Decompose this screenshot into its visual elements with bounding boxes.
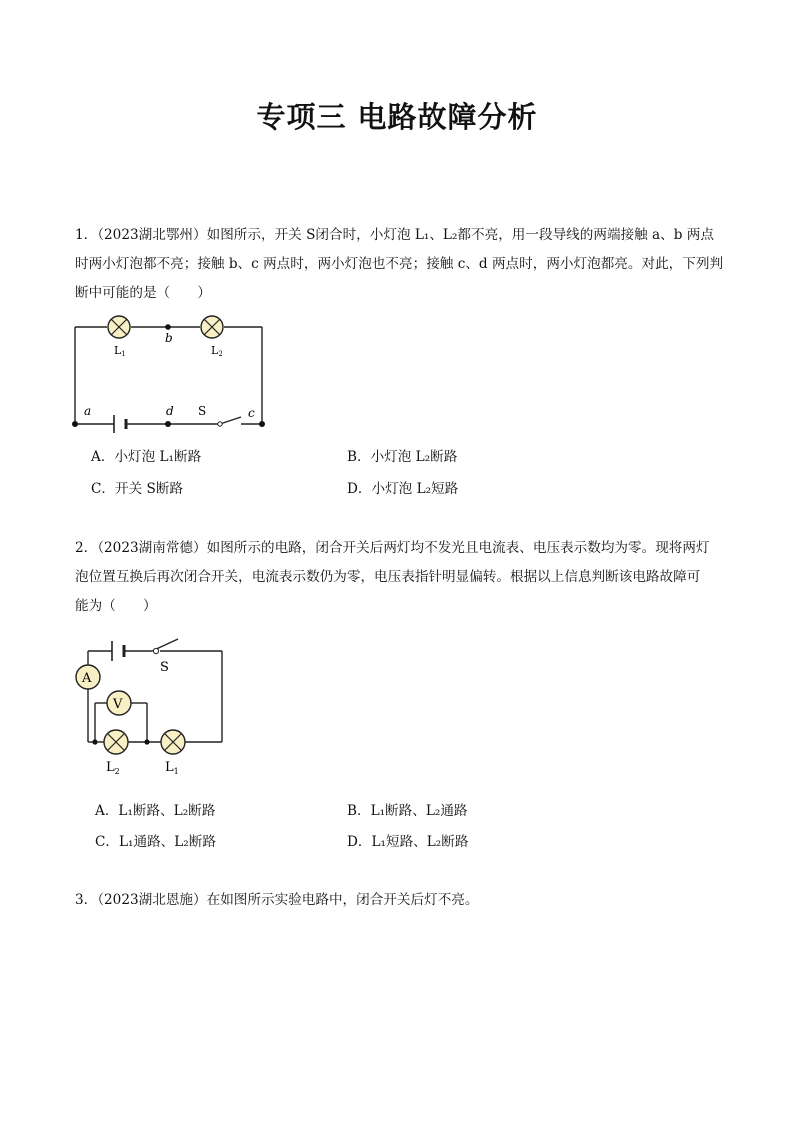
q2-junction-left	[92, 739, 97, 744]
q2-line-3: 能为（ ）	[75, 598, 157, 614]
q2-lamp-l1	[161, 730, 185, 754]
question-3-text	[75, 886, 725, 915]
q2-label-s: S	[160, 660, 169, 675]
q2-voltmeter	[107, 691, 131, 715]
q1-node-d-dot	[165, 421, 171, 427]
q2-line-1: 2．（2023湖南常德）如图所示的电路，闭合开关后两灯均不发光且电流表、电压表示数均为零。现将两灯	[75, 540, 710, 556]
q1-label-l2: L2	[211, 344, 223, 358]
q3-line-1: 3．（2023湖北恩施）在如图所示实验电路中，闭合开关后灯不亮。	[75, 892, 479, 908]
q2-option-a[interactable]: A．L₁断路、L₂断路	[95, 803, 216, 819]
q2-option-d[interactable]: D．L₁短路、L₂断路	[347, 834, 469, 850]
q1-node-b-dot	[165, 324, 171, 330]
q1-option-a[interactable]: A．小灯泡 L₁断路	[91, 449, 202, 465]
q1-label-c: c	[248, 406, 255, 420]
q1-option-b[interactable]: B．小灯泡 L₂断路	[347, 449, 458, 465]
q1-line-3: 断中可能的是（ ）	[75, 285, 211, 301]
q2-lamp-l2	[104, 730, 128, 754]
q2-voltmeter-label: V	[113, 697, 123, 712]
q1-line-2: 时两小灯泡都不亮；接触 b、c 两点时，两小灯泡也不亮；接触 c、d 两点时，两小灯泡都亮。对此，下列判	[75, 256, 724, 272]
q1-line-1: 1．（2023湖北鄂州）如图所示，开关 S闭合时，小灯泡 L₁、L₂都不亮，用一段导线的两端接触 a、b 两点	[75, 227, 714, 243]
q1-label-b: b	[165, 331, 173, 345]
q1-option-d[interactable]: D．小灯泡 L₂短路	[347, 481, 459, 497]
q1-node-c-dot	[259, 421, 265, 427]
q1-circuit-diagram	[70, 318, 270, 428]
q2-ammeter	[76, 665, 100, 689]
q2-switch-contact	[153, 648, 158, 653]
q2-line-2: 泡位置互换后再次闭合开关，电流表示数仍为零，电压表指针明显偏转。根据以上信息判断该电路故障可	[75, 569, 701, 585]
q2-option-c[interactable]: C．L₁通路、L₂断路	[95, 834, 216, 850]
q1-label-s: S	[198, 404, 207, 418]
q1-lamp-l1	[108, 316, 130, 338]
q2-circuit-diagram	[72, 633, 232, 783]
q2-ammeter-label: A	[82, 671, 92, 686]
q1-option-c[interactable]: C．开关 S断路	[91, 481, 184, 497]
q2-option-b[interactable]: B．L₁断路、L₂通路	[347, 803, 468, 819]
q1-switch-pivot	[218, 422, 222, 426]
q2-label-l2: $L_2$	[106, 760, 120, 776]
q2-label-l1: $L_1$	[165, 760, 179, 776]
q1-lamp-l2	[201, 316, 223, 338]
q2-battery	[112, 641, 124, 661]
q1-label-a: a	[84, 404, 92, 418]
q1-node-a-dot	[72, 421, 78, 427]
question-1-text	[75, 221, 725, 308]
page-title: 专项三 电路故障分析	[256, 100, 538, 134]
question-2-text	[75, 534, 725, 621]
q2-junction-mid	[144, 739, 149, 744]
q1-battery	[114, 415, 126, 433]
q1-label-l1: L1	[114, 344, 126, 358]
q1-label-d: d	[166, 404, 174, 418]
